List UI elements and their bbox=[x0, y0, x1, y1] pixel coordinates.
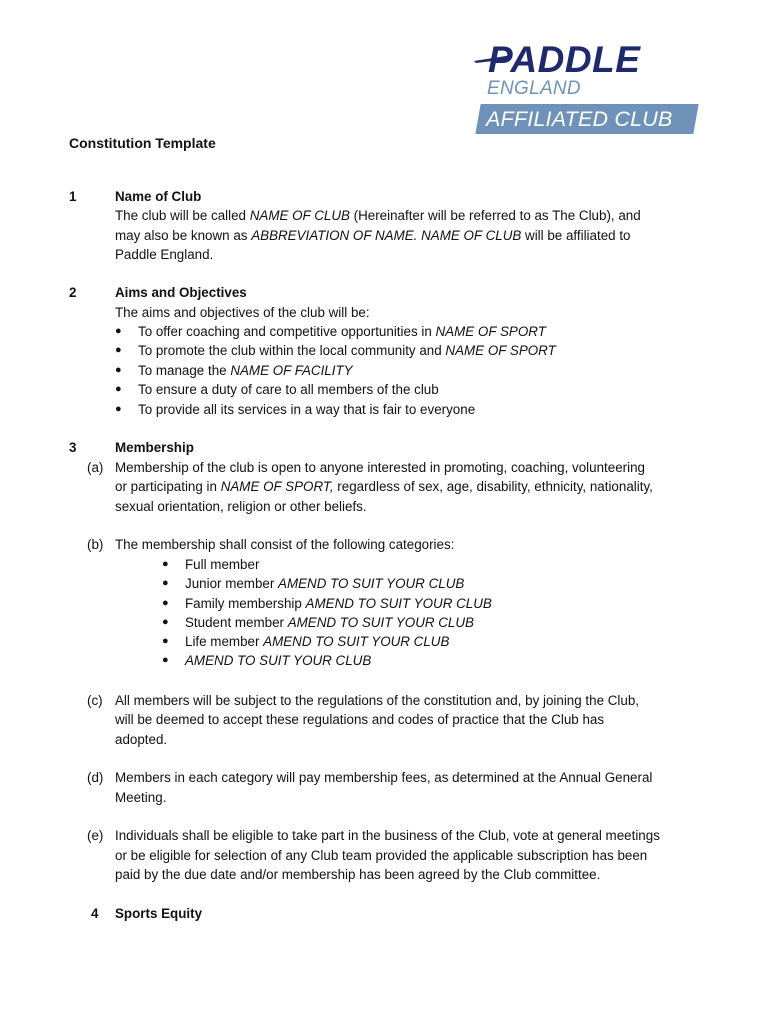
section-1-line-3: Paddle England. bbox=[115, 247, 214, 262]
clause-d-label: (d) bbox=[87, 770, 104, 785]
logo-affiliated-club-text: AFFILIATED CLUB bbox=[486, 107, 673, 131]
bullet-icon: ● bbox=[162, 616, 169, 628]
section-1-line-2: may also be known as ABBREVIATION OF NAME. NAME OF CLUB will be affiliated to bbox=[115, 228, 631, 243]
bullet-icon: ● bbox=[115, 344, 122, 356]
section-3-heading: Membership bbox=[115, 440, 194, 455]
section-4-number: 4 bbox=[91, 906, 99, 921]
category-full-member: Full member bbox=[185, 557, 260, 572]
bullet-icon: ● bbox=[115, 325, 122, 337]
category-life-member: Life member AMEND TO SUIT YOUR CLUB bbox=[185, 634, 450, 649]
clause-d-line-2: Meeting. bbox=[115, 790, 167, 805]
logo-paddle-text: PADDLE bbox=[488, 39, 641, 80]
section-2-heading: Aims and Objectives bbox=[115, 285, 247, 300]
bullet-icon: ● bbox=[162, 577, 169, 589]
clause-a-line-3: sexual orientation, religion or other beliefs. bbox=[115, 499, 367, 514]
clause-d-line-1: Members in each category will pay membership fees, as determined at the Annual General bbox=[115, 770, 653, 785]
bullet-icon: ● bbox=[162, 654, 169, 666]
clause-c-line-1: All members will be subject to the regulations of the constitution and, by joining the Club, bbox=[115, 693, 640, 708]
category-family-membership: Family membership AMEND TO SUIT YOUR CLUB bbox=[185, 596, 492, 611]
category-junior-member: Junior member AMEND TO SUIT YOUR CLUB bbox=[185, 576, 465, 591]
clause-a-line-2: or participating in NAME OF SPORT, regardless of sex, age, disability, ethnicity, nationality, bbox=[115, 479, 653, 494]
aims-item-3: To manage the NAME OF FACILITY bbox=[138, 363, 353, 378]
clause-c-line-2: will be deemed to accept these regulations and codes of practice that the Club has bbox=[115, 712, 605, 727]
bullet-icon: ● bbox=[162, 597, 169, 609]
clause-e-line-3: paid by the due date and/or membership has been agreed by the Club committee. bbox=[115, 867, 601, 882]
bullet-icon: ● bbox=[115, 403, 122, 415]
bullet-icon: ● bbox=[115, 383, 122, 395]
paddle-england-logo bbox=[474, 40, 698, 136]
clause-e-label: (e) bbox=[87, 828, 104, 843]
section-1-line-1: The club will be called NAME OF CLUB (Hereinafter will be referred to as The Club), and bbox=[115, 208, 641, 223]
category-student-member: Student member AMEND TO SUIT YOUR CLUB bbox=[185, 615, 474, 630]
clause-c-label: (c) bbox=[87, 693, 103, 708]
clause-c-line-3: adopted. bbox=[115, 732, 168, 747]
aims-item-1: To offer coaching and competitive opportunities in NAME OF SPORT bbox=[138, 324, 546, 339]
aims-item-5: To provide all its services in a way that is fair to everyone bbox=[138, 402, 476, 417]
section-1-heading: Name of Club bbox=[115, 189, 202, 204]
section-1-number: 1 bbox=[69, 189, 77, 204]
clause-b-intro: The membership shall consist of the following categories: bbox=[115, 537, 455, 552]
aims-item-4: To ensure a duty of care to all members of the club bbox=[138, 382, 439, 397]
section-2-number: 2 bbox=[69, 285, 77, 300]
clause-a-label: (a) bbox=[87, 460, 104, 475]
section-2-intro: The aims and objectives of the club will be: bbox=[115, 305, 370, 320]
logo-england-text: ENGLAND bbox=[487, 78, 581, 99]
clause-e-line-2: or be eligible for selection of any Club team provided the applicable subscription has been bbox=[115, 848, 648, 863]
clause-b-label: (b) bbox=[87, 537, 104, 552]
category-custom: AMEND TO SUIT YOUR CLUB bbox=[185, 653, 372, 668]
clause-a-line-1: Membership of the club is open to anyone interested in promoting, coaching, volunteering bbox=[115, 460, 645, 475]
section-3-number: 3 bbox=[69, 440, 77, 455]
document-title: Constitution Template bbox=[69, 135, 216, 151]
bullet-icon: ● bbox=[115, 364, 122, 376]
clause-e-line-1: Individuals shall be eligible to take part in the business of the Club, vote at general meetings bbox=[115, 828, 660, 843]
aims-item-2: To promote the club within the local community and NAME OF SPORT bbox=[138, 343, 556, 358]
section-4-heading: Sports Equity bbox=[115, 906, 203, 921]
bullet-icon: ● bbox=[162, 635, 169, 647]
bullet-icon: ● bbox=[162, 558, 169, 570]
